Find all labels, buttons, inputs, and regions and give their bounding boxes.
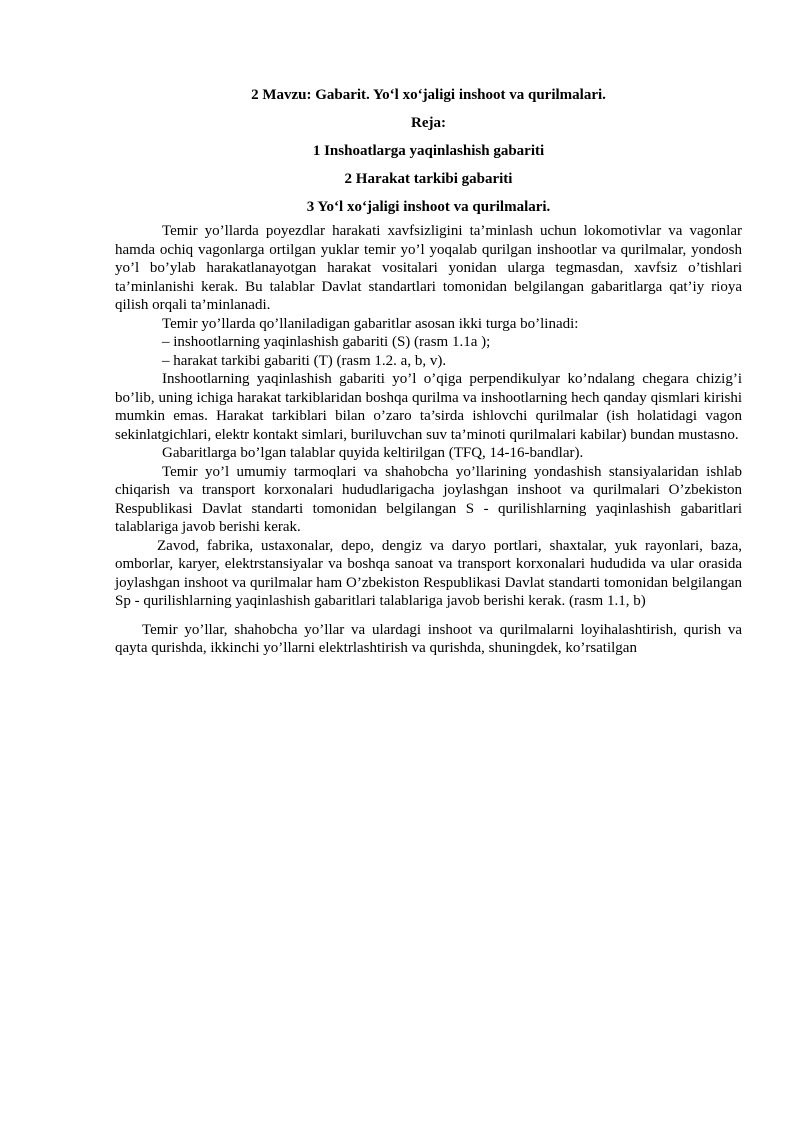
document-page — [115, 80, 742, 658]
plan-item-3: 3 Yo‘l xo‘jaligi inshoot va qurilmalari. — [306, 199, 551, 215]
paragraph-design-construction: Temir yo’llar, shahobcha yo’llar va ulardagi inshoot va qurilmalarni loyihalashtirish, qurish va qayta qurishda, ikkinchi yo’llarni elektrlashtirish va qurishda, shuningdek, ko’rsatilgan — [115, 621, 742, 656]
paragraph-network-s: Temir yo’l umumiy tarmoqlari va shahobcha yo’llarining yondashish stansiyalaridan ishlab chiqarish va transport korxonalari hududlarigacha joylashgan inshoot va qurilmalari O’zbekiston Respublikasi Davlat standarti tomonidan belgilangan S - qurilishlarning yaqinlashish gabaritlari talablariga javob berishi kerak. — [115, 463, 742, 535]
plan-label: Reja: — [411, 115, 446, 131]
list-item-structures-gabarit: – inshootlarning yaqinlashish gabariti (S) (rasm 1.1a ); — [162, 334, 491, 350]
paragraph-enterprises-sp: Zavod, fabrika, ustaxonalar, depo, dengiz va daryo portlari, shaxtalar, yuk rayonlari, baza, omborlar, karyer, elektrstansiyalar va boshqa sanoat va transport korxonalari hududida va ular orasida joylashgan inshoot va qurilmalar ham O’zbekiston Respublikasi Davlat standarti tomonidan belgilangan Sp - qurilishlarning yaqinlashish gabaritlari talablariga javob berishi kerak. (rasm 1.1, b) — [115, 537, 742, 609]
plan-item-2: 2 Harakat tarkibi gabariti — [344, 171, 513, 187]
paragraph-gabarit-types: Temir yo’llarda qo’llaniladigan gabaritlar asosan ikki turga bo’linadi: — [162, 315, 579, 332]
plan-item-1: 1 Inshoatlarga yaqinlashish gabariti — [312, 143, 545, 159]
document-title: 2 Mavzu: Gabarit. Yo‘l xo‘jaligi inshoot va qurilmalari. — [251, 87, 606, 103]
paragraph-requirements: Gabaritlarga bo’lgan talablar quyida keltirilgan (TFQ, 14-16-bandlar). — [162, 445, 584, 461]
list-item-rolling-stock-gabarit: – harakat tarkibi gabariti (T) (rasm 1.2. a, b, v). — [162, 352, 447, 369]
paragraph-approach-gabarit: Inshootlarning yaqinlashish gabariti yo’l o’qiga perpendikulyar ko’ndalang chegara chizig’i bo’lib, uning ichiga harakat tarkiblaridan boshqa qurilma va inshootlarning hech qanday qismlari kirishi mumkin emas. Harakat tarkiblari bilan o’zaro ta’sirda ishlovchi qurilmalar (ish holatidagi vagon sekinlatgichlari, elektr kontakt simlari, buriluvchan suv ta’minoti qurilmalari kabilar) bundan mustasno. — [115, 371, 742, 443]
paragraph-safety-intro: Temir yo’llarda poyezdlar harakati xavfsizligini ta’minlash uchun lokomotivlar va vagonlar hamda ochiq vagonlarga ortilgan yuklar temir yo’l yoqalab qurilgan inshootlar va qurilmalar, yondosh yo’l bo’ylab harakatlanayotgan harakat vositalari yonidan ularga tegmasdan, xavfsiz o’tishlari ta’minlanishi kerak. Bu talablar Davlat standartlari tomonidan belgilangan gabaritlarga qat’iy rioya qilish orqali ta’minlanadi. — [115, 223, 742, 313]
